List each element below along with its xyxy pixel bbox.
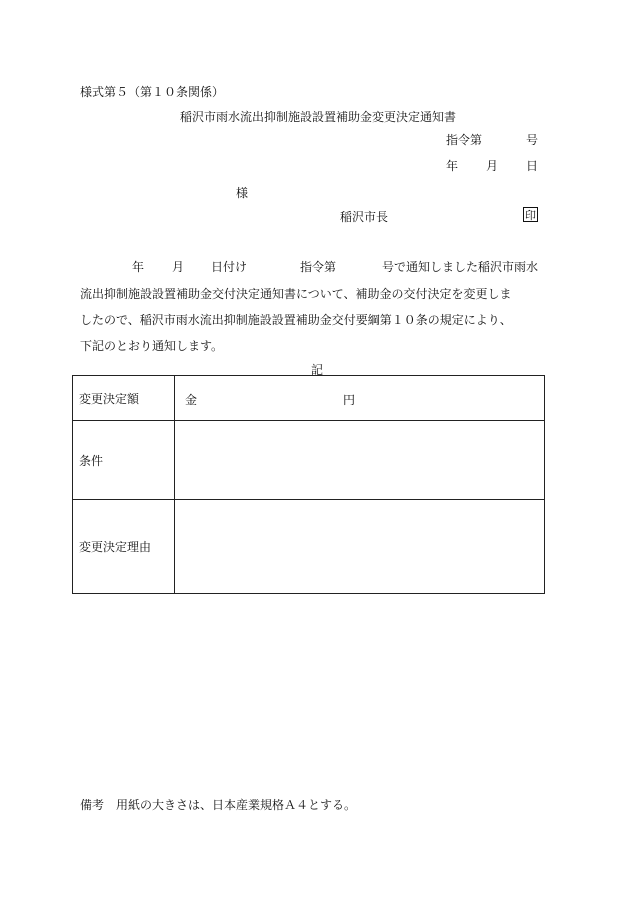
conditions-label: 条件 [73, 421, 175, 500]
body-line-2: 流出抑制施設設置補助金交付決定通知書について、補助金の交付決定を変更しま [80, 287, 512, 301]
conditions-cell [175, 421, 545, 500]
body-year-label: 年 [132, 260, 145, 274]
date-year-label: 年 [446, 159, 459, 173]
seal-mark: 印 [525, 209, 536, 222]
body-ref-label: 指令第 [300, 260, 337, 274]
amount-label: 変更決定額 [73, 376, 175, 421]
document-title: 稲沢市雨水流出抑制施設設置補助金変更決定通知書 [179, 110, 456, 124]
date-day-label: 日 [526, 159, 539, 173]
ki-heading: 記 [310, 363, 323, 377]
addressee-honorific: 様 [236, 186, 249, 200]
table-row [73, 376, 545, 421]
decision-table [72, 375, 545, 594]
form-number: 様式第５（第１０条関係） [80, 85, 225, 99]
amount-cell [175, 376, 545, 421]
amount-prefix: 金 [185, 393, 198, 407]
footnote: 備考 用紙の大きさは、日本産業規格Ａ４とする。 [80, 798, 357, 812]
reason-cell [175, 500, 545, 594]
body-dated-label: 日付け [211, 260, 248, 274]
date-month-label: 月 [486, 159, 499, 173]
body-line-3: したので、稲沢市雨水流出抑制施設設置補助金交付要綱第１０条の規定により、 [80, 313, 512, 327]
table-row [73, 500, 545, 594]
body-month-label: 月 [172, 260, 185, 274]
reference-number-label: 指令第 [446, 133, 483, 147]
sender-name: 稲沢市長 [340, 210, 389, 224]
table-row [73, 421, 545, 500]
amount-unit: 円 [343, 393, 356, 407]
body-line-1-rest: 号で通知しました稲沢市雨水 [382, 260, 539, 274]
body-line-4: 下記のとおり通知します。 [80, 339, 224, 353]
reason-label: 変更決定理由 [73, 500, 175, 594]
reference-number-suffix: 号 [526, 133, 539, 147]
